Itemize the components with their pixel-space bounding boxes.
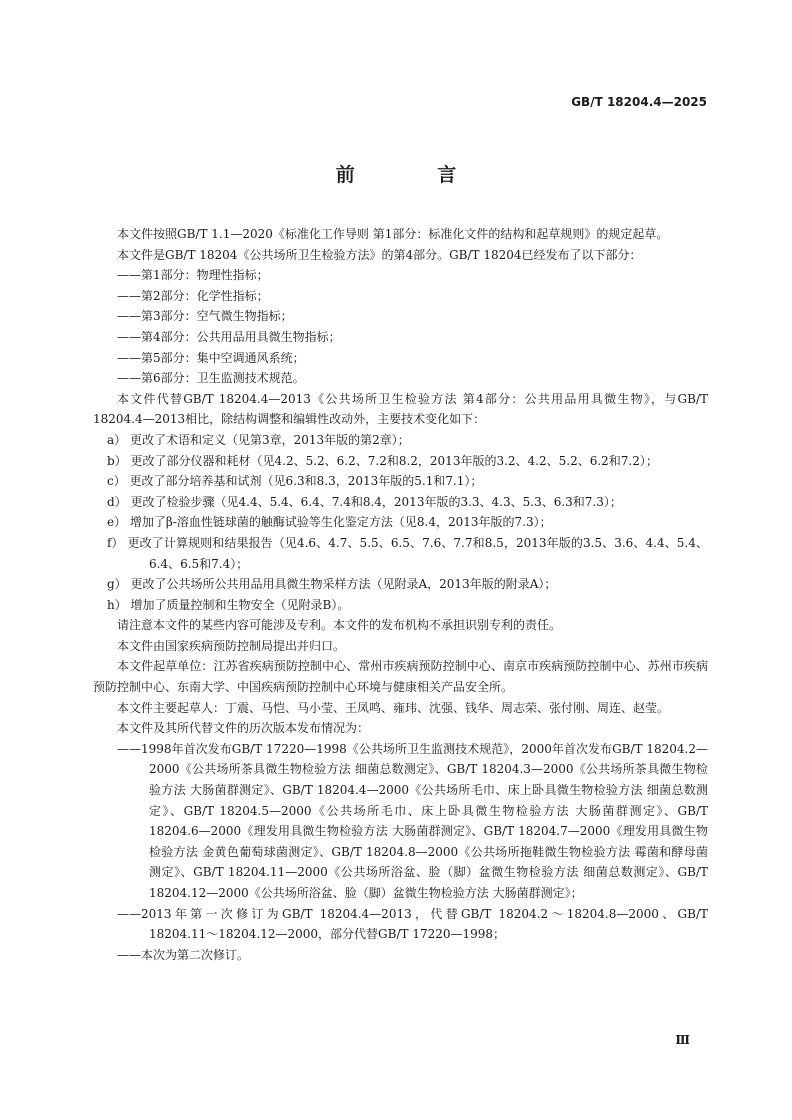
foreword-body: [93, 224, 708, 965]
paragraph-drafting-units: 本文件起草单位：江苏省疾病预防控制中心、常州市疾病预防控制中心、南京市疾病预防控制中心、苏州市疾病预防控制中心、东南大学、中国疾病预防控制中心环境与健康相关产品安全所。: [93, 659, 708, 695]
part-list-item: ——第4部分：公共用品用具微生物指标；: [117, 329, 341, 344]
change-list-item: d） 更改了检验步骤（见4.4、5.4、6.4、7.4和8.4，2013年版的3.3、4.3、5.3、6.3和7.3）；: [107, 494, 622, 509]
standard-code: GB/T 18204.4—2025: [571, 95, 707, 109]
part-list-item: ——第3部分：空气微生物指标；: [117, 309, 293, 324]
part-list-item: ——第6部分：卫生监测技术规范。: [117, 371, 305, 386]
history-list-item: ——2013年第一次修订为GB/T 18204.4—2013，代替GB/T 18204.2～18204.8—2000、GB/T 18204.11～18204.12—2000，部分代替GB/T 17220—1998；: [117, 906, 708, 942]
change-list-item: a） 更改了术语和定义（见第3章，2013年版的第2章）；: [107, 432, 410, 447]
history-list-item: ——本次为第二次修订。: [117, 947, 250, 962]
part-list-item: ——第5部分：集中空调通风系统；: [117, 350, 305, 365]
paragraph-history-intro: 本文件及其所代替文件的历次版本发布情况为：: [117, 721, 370, 736]
change-list-item: f） 更改了计算规则和结果报告（见4.6、4.7、5.5、6.5、7.6、7.7和8.5，2013年版的3.5、3.6、4.4、5.4、6.4、6.5和7.4）；: [107, 535, 708, 571]
change-list-item: b） 更改了部分仪器和耗材（见4.2、5.2、6.2、7.2和8.2，2013年版的3.2、4.2、5.2、6.2和7.2）；: [107, 453, 658, 468]
paragraph-replacement: 本文件代替GB/T 18204.4—2013《公共场所卫生检验方法 第4部分：公共用品用具微生物》，与GB/T 18204.4—2013相比，除结构调整和编辑性改动外，主要技术变化如下：: [93, 391, 708, 427]
page-title: 前 言: [335, 164, 495, 186]
paragraph-proposer: 本文件由国家疾病预防控制局提出并归口。: [117, 638, 346, 653]
paragraph-series-intro: 本文件是GB/T 18204《公共场所卫生检验方法》的第4部分。GB/T 18204已经发布了以下部分：: [117, 247, 642, 262]
part-list-item: ——第1部分：物理性指标；: [117, 268, 269, 283]
page-number: Ⅲ: [675, 1033, 690, 1047]
history-list-item: ——1998年首次发布GB/T 17220—1998《公共场所卫生监测技术规范》，2000年首次发布GB/T 18204.2—2000《公共场所茶具微生物检验方法 细菌总数测定》、GB/T 18204.3—2000《公共场所茶具微生物检验方法 大肠菌群测定》、GB/T 18204.4—2000《公共场所毛巾、床上卧具微生物检验方法 细菌总数测定》、GB/T 18204.5—2000《公共场所毛巾、床上卧具微生物检验方法 大肠菌群测定》、GB/T 18204.6—2000《理发用具微生物检验方法 大肠菌群测定》、GB/T 18204.7—2000《理发用具微生物检验方法 金黄色葡萄球菌测定》、GB/T 18204.8—2000《公共场所拖鞋微生物检验方法 霉菌和酵母菌测定》、GB/T 18204.11—2000《公共场所浴盆、脸（脚）盆微生物检验方法 细菌总数测定》、GB/T 18204.12—2000《公共场所浴盆、脸（脚）盆微生物检验方法 大肠菌群测定》；: [117, 741, 708, 900]
part-list-item: ——第2部分：化学性指标；: [117, 288, 269, 303]
paragraph-drafting-rules: 本文件按照GB/T 1.1—2020《标准化工作导则 第1部分：标准化文件的结构和起草规则》的规定起草。: [117, 227, 669, 241]
paragraph-drafters: 本文件主要起草人：丁震、马恺、马小莹、王凤鸣、雍玮、沈强、钱华、周志荣、张付刚、周连、赵莹。: [117, 700, 670, 715]
change-list-item: g） 更改了公共场所公共用品用具微生物采样方法（见附录A，2013年版的附录A）；: [107, 577, 557, 592]
change-list-item: c） 更改了部分培养基和试剂（见6.3和8.3，2013年版的5.1和7.1）；: [107, 474, 483, 489]
change-list-item: e） 增加了β-溶血性链球菌的触酶试验等生化鉴定方法（见8.4，2013年版的7.3）；: [107, 515, 552, 530]
change-list-item: h） 增加了质量控制和生物安全（见附录B）。: [107, 597, 350, 612]
paragraph-patent-notice: 请注意本文件的某些内容可能涉及专利。本文件的发布机构不承担识别专利的责任。: [117, 618, 562, 633]
